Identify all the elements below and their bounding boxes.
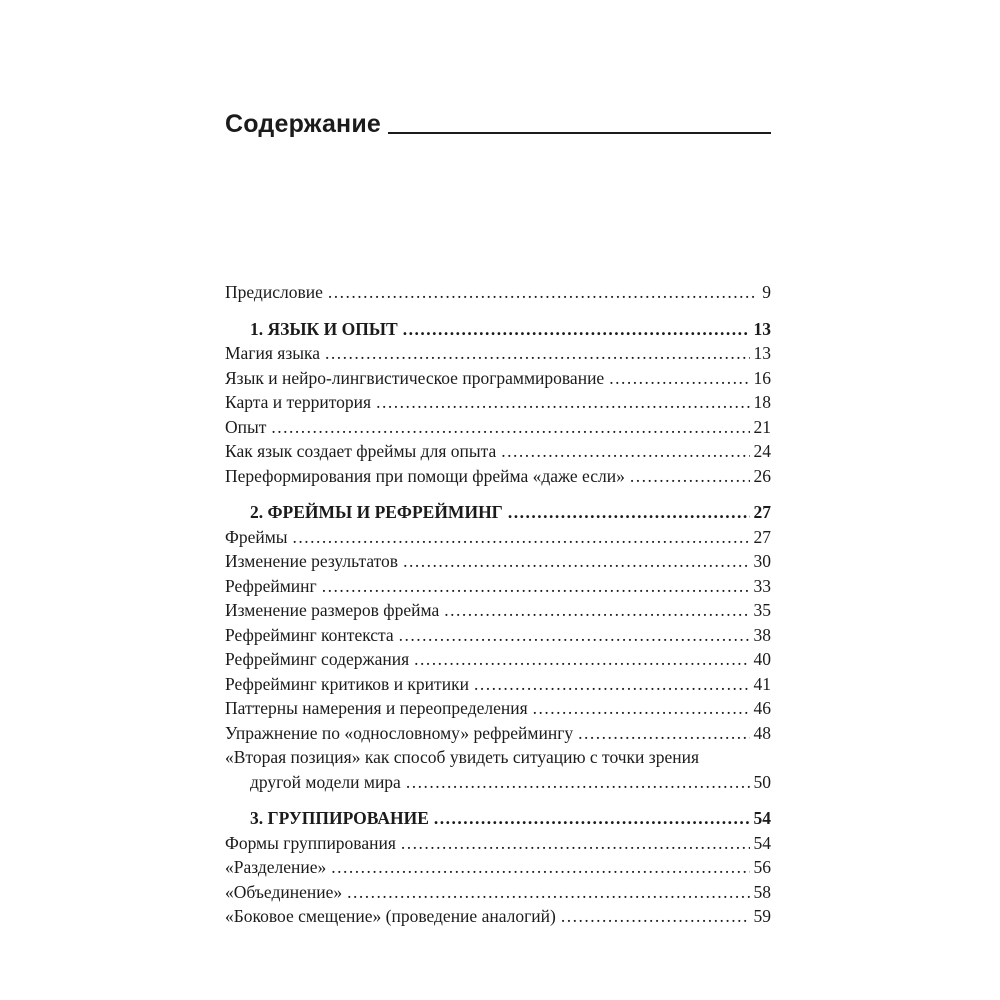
toc-entry-row — [225, 464, 771, 489]
toc-dot-leader — [474, 672, 750, 697]
toc-dot-leader — [401, 831, 750, 856]
toc-entry-label: Рефрейминг — [225, 575, 317, 596]
toc-page-number: 54 — [753, 808, 771, 828]
toc-entry-label: 1. ЯЗЫК И ОПЫТ — [250, 318, 398, 339]
toc-entry-label: «Вторая позиция» как способ увидеть ситуацию с точки зрения — [225, 747, 700, 767]
toc-dot-leader — [271, 415, 749, 440]
toc-chapter-row — [225, 500, 771, 525]
toc-page-number: 16 — [753, 367, 771, 388]
toc-entry-label: Магия языка — [225, 343, 321, 363]
toc-dot-leader — [578, 721, 749, 746]
toc-dot-leader — [630, 464, 750, 489]
toc-entry-label: Фреймы — [225, 526, 288, 547]
toc-page-number: 24 — [753, 441, 771, 461]
toc-entry-row — [225, 904, 771, 929]
toc-page-number: 9 — [762, 282, 771, 302]
toc-entry-row — [225, 770, 771, 795]
toc-entry-label: Изменение размеров фрейма — [225, 600, 440, 620]
toc-entry-label: Язык и нейро-лингвистическое программирование — [225, 367, 605, 388]
toc-entry-label: «Боковое смещение» (проведение аналогий) — [225, 906, 556, 926]
toc-entry-row — [225, 525, 771, 550]
toc-dot-leader — [434, 806, 750, 831]
toc-entry-label: Упражнение по «однословному» рефреймингу — [225, 722, 574, 743]
toc-dot-leader — [561, 904, 750, 929]
toc-page-number: 33 — [753, 575, 771, 596]
toc-page-number: 48 — [753, 722, 771, 743]
toc-dot-leader — [347, 880, 749, 905]
toc-entry-label: Опыт — [225, 416, 267, 437]
toc-dot-leader — [322, 574, 750, 599]
toc-entry-row — [225, 366, 771, 391]
toc-page-number: 13 — [753, 318, 771, 339]
toc-page-number: 26 — [753, 465, 771, 486]
toc-dot-leader — [399, 623, 750, 648]
toc-chapter-row — [225, 806, 771, 831]
toc-page-number: 58 — [753, 881, 771, 902]
toc-entry-row — [225, 341, 771, 366]
toc-entry-row — [225, 598, 771, 623]
toc-dot-leader — [406, 770, 750, 795]
toc-entry-row — [225, 745, 771, 770]
toc-entry-row — [225, 696, 771, 721]
toc-dot-leader — [444, 598, 749, 623]
toc-entry-row — [225, 647, 771, 672]
toc-entry-row — [225, 549, 771, 574]
toc-entry-label: Рефрейминг содержания — [225, 649, 410, 669]
toc-dot-leader — [325, 341, 749, 366]
toc-dot-leader — [501, 439, 749, 464]
toc-dot-leader — [293, 525, 750, 550]
toc-dot-leader — [331, 855, 749, 880]
toc-dot-leader — [533, 696, 750, 721]
toc-entry-row — [225, 280, 771, 305]
toc-chapter-row — [225, 317, 771, 342]
toc-entry-label: Изменение результатов — [225, 551, 399, 571]
toc-page-number: 56 — [753, 857, 771, 877]
toc-entry-label: 2. ФРЕЙМЫ И РЕФРЕЙМИНГ — [250, 502, 503, 522]
toc-page-number: 30 — [753, 551, 771, 571]
toc-entry-label: Рефрейминг критиков и критики — [225, 673, 469, 694]
toc-entry-label: Формы группирования — [225, 832, 396, 853]
toc-entry-label: Предисловие — [225, 282, 323, 302]
toc-page-number: 41 — [753, 673, 771, 694]
toc-entry-label: «Объединение» — [225, 881, 343, 902]
toc-page-number: 40 — [753, 649, 771, 669]
toc-page-number: 59 — [753, 906, 771, 926]
toc-entry-row — [225, 439, 771, 464]
toc-entry-label: Карта и территория — [225, 392, 372, 412]
toc-entry-row — [225, 574, 771, 599]
toc-page-number: 50 — [753, 771, 771, 792]
toc-entry-row — [225, 831, 771, 856]
toc-page-number: 38 — [753, 624, 771, 645]
toc-entry-row — [225, 390, 771, 415]
toc-entry-label: 3. ГРУППИРОВАНИЕ — [250, 808, 429, 828]
toc-entry-row — [225, 415, 771, 440]
toc-dot-leader — [328, 280, 758, 305]
toc-dot-leader — [403, 549, 749, 574]
page-title: Содержание — [225, 110, 382, 138]
toc-dot-leader — [414, 647, 749, 672]
toc-page-number: 54 — [753, 832, 771, 853]
title-rule — [388, 132, 771, 134]
toc-page-number: 27 — [753, 526, 771, 547]
toc-entry-row — [225, 880, 771, 905]
toc-dot-leader — [376, 390, 749, 415]
toc-entry-row — [225, 623, 771, 648]
toc-entry-row — [225, 672, 771, 697]
toc-entry-label: Переформирования при помощи фрейма «даже если» — [225, 465, 625, 486]
toc-page-number: 18 — [753, 392, 771, 412]
toc-page-number: 13 — [753, 343, 771, 363]
toc-entry-label: «Разделение» — [225, 857, 327, 877]
toc-list — [225, 280, 771, 929]
toc-dot-leader — [508, 500, 750, 525]
toc-entry-label: Рефрейминг контекста — [225, 624, 394, 645]
toc-entry-label: Паттерны намерения и переопределения — [225, 698, 528, 718]
toc-entry-label: другой модели мира — [250, 771, 401, 792]
toc-content — [225, 110, 771, 929]
toc-page-number: 35 — [753, 600, 771, 620]
toc-dot-leader — [609, 366, 749, 391]
toc-entry-row — [225, 855, 771, 880]
toc-dot-leader — [403, 317, 750, 342]
toc-entry-label: Как язык создает фреймы для опыта — [225, 441, 497, 461]
toc-page-number: 46 — [753, 698, 771, 718]
toc-entry-row — [225, 721, 771, 746]
toc-page-number: 21 — [753, 416, 771, 437]
toc-header — [225, 110, 771, 138]
toc-page-number: 27 — [753, 502, 771, 522]
